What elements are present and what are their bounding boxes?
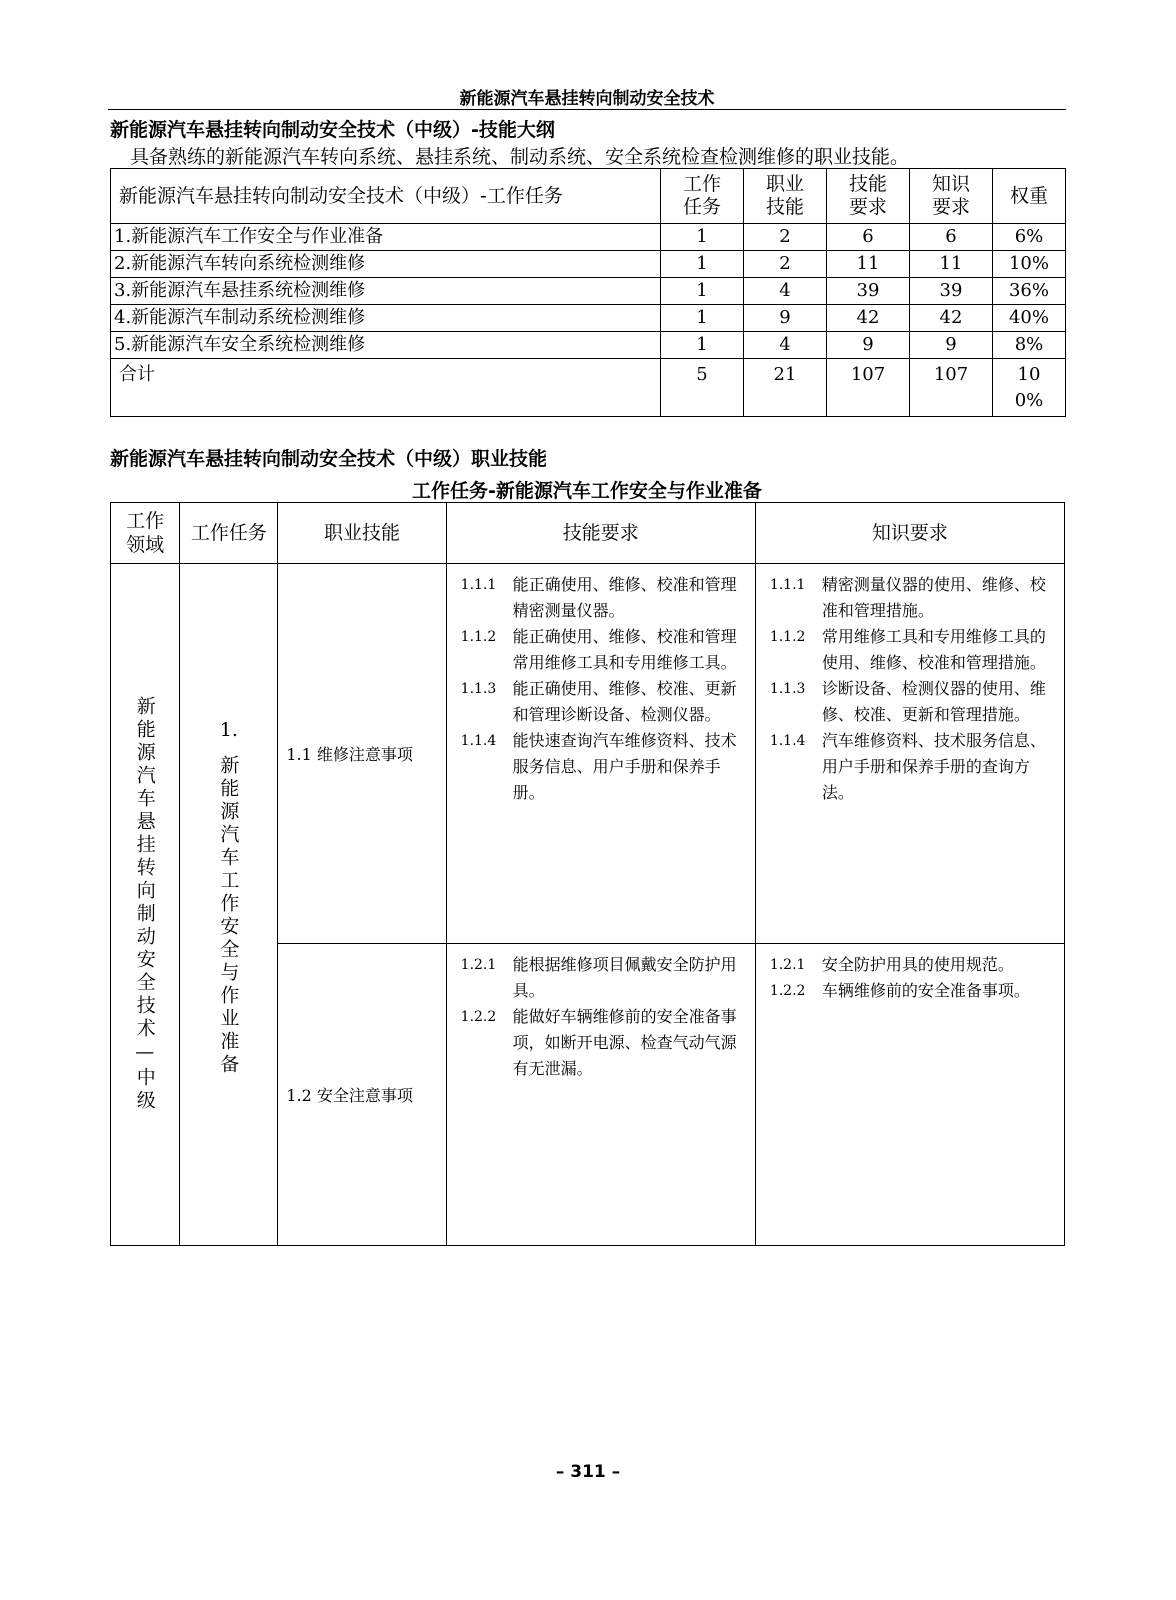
req-number: 1.1.4 bbox=[460, 733, 497, 749]
total-cell: 5 bbox=[661, 359, 744, 417]
req-text: 精密测量仪器的使用、维修、校准和管理措施。 bbox=[821, 575, 1046, 620]
summary-cell: 8% bbox=[993, 332, 1066, 359]
summary-cell: 1 bbox=[661, 224, 744, 251]
header-knowledge-reqs: 知识要求 bbox=[755, 503, 1064, 564]
knowledge-req-item bbox=[770, 728, 1056, 806]
summary-cell: 9 bbox=[910, 332, 993, 359]
req-text: 诊断设备、检测仪器的使用、维修、校准、更新和管理措施。 bbox=[821, 679, 1046, 724]
total-cell: 21 bbox=[744, 359, 827, 417]
req-text: 能做好车辆维修前的安全准备事项，如断开电源、检查气动气源有无泄漏。 bbox=[512, 1007, 737, 1078]
summary-cell: 40% bbox=[993, 305, 1066, 332]
header-task: 工作任务 bbox=[180, 503, 278, 564]
running-header: 新能源汽车悬挂转向制动安全技术 bbox=[459, 89, 715, 109]
req-number: 1.1.2 bbox=[460, 629, 497, 645]
header-domain: 工作领域 bbox=[111, 503, 180, 564]
summary-header-row bbox=[111, 169, 1066, 224]
summary-cell: 42 bbox=[910, 305, 993, 332]
req-number: 1.2.1 bbox=[460, 957, 497, 973]
req-text: 汽车维修资料、技术服务信息、用户手册和保养手册的查询方法。 bbox=[821, 731, 1046, 802]
summary-cell: 6% bbox=[993, 224, 1066, 251]
summary-row bbox=[111, 251, 1066, 278]
req-text: 能正确使用、维修、校准和管理常用维修工具和专用维修工具。 bbox=[512, 627, 737, 672]
knowledge-req-item bbox=[770, 952, 1056, 978]
outline-intro: 具备熟练的新能源汽车转向系统、悬挂系统、制动系统、安全系统检查检测维修的职业技能。 bbox=[130, 146, 910, 168]
task-text: 新能源汽车工作安全与作业准备 bbox=[217, 754, 240, 1077]
summary-cell: 1 bbox=[661, 251, 744, 278]
summary-cell: 6 bbox=[910, 224, 993, 251]
summary-row bbox=[111, 332, 1066, 359]
skill-reqs-cell bbox=[446, 944, 755, 1246]
summary-cell: 11 bbox=[910, 251, 993, 278]
skill-table bbox=[110, 502, 1065, 1246]
skill-req-item bbox=[461, 572, 747, 624]
skill-reqs-cell bbox=[446, 564, 755, 944]
summary-cell: 39 bbox=[827, 278, 910, 305]
summary-cell: 11 bbox=[827, 251, 910, 278]
skill-req-item bbox=[461, 952, 747, 1004]
req-text: 安全防护用具的使用规范。 bbox=[821, 955, 1014, 974]
summary-cell: 10% bbox=[993, 251, 1066, 278]
skill-header-row bbox=[111, 503, 1065, 564]
skills-subtitle: 工作任务-新能源汽车工作安全与作业准备 bbox=[412, 480, 762, 502]
summary-task-name: 5.新能源汽车安全系统检测维修 bbox=[111, 332, 661, 359]
req-number: 1.2.2 bbox=[460, 1009, 497, 1025]
req-text: 能正确使用、维修、校准、更新和管理诊断设备、检测仪器。 bbox=[512, 679, 737, 724]
req-number: 1.1.1 bbox=[769, 577, 806, 593]
summary-row bbox=[111, 305, 1066, 332]
req-number: 1.1.3 bbox=[460, 681, 497, 697]
skill-name: 1.1 维修注意事项 bbox=[278, 564, 446, 944]
skill-req-item bbox=[461, 728, 747, 806]
req-number: 1.1.3 bbox=[769, 681, 806, 697]
req-number: 1.1.1 bbox=[460, 577, 497, 593]
summary-header-work-tasks: 工作任务 bbox=[661, 169, 744, 224]
domain-cell bbox=[111, 564, 180, 1246]
req-text: 能正确使用、维修、校准和管理精密测量仪器。 bbox=[512, 575, 737, 620]
req-number: 1.2.1 bbox=[769, 957, 806, 973]
req-text: 能快速查询汽车维修资料、技术服务信息、用户手册和保养手册。 bbox=[512, 731, 737, 802]
summary-task-name: 1.新能源汽车工作安全与作业准备 bbox=[111, 224, 661, 251]
summary-cell: 1 bbox=[661, 278, 744, 305]
skill-req-item bbox=[461, 624, 747, 676]
header-skill: 职业技能 bbox=[278, 503, 446, 564]
req-number: 1.1.4 bbox=[769, 733, 806, 749]
summary-cell: 42 bbox=[827, 305, 910, 332]
summary-cell: 2 bbox=[744, 251, 827, 278]
summary-header-skill-reqs: 技能要求 bbox=[827, 169, 910, 224]
skills-section-title: 新能源汽车悬挂转向制动安全技术（中级）职业技能 bbox=[110, 448, 548, 470]
header-rule bbox=[108, 109, 1066, 110]
knowledge-reqs-cell bbox=[755, 944, 1064, 1246]
outline-title: 新能源汽车悬挂转向制动安全技术（中级）-技能大纲 bbox=[110, 119, 555, 141]
summary-header-skills: 职业技能 bbox=[744, 169, 827, 224]
summary-header-weight: 权重 bbox=[993, 169, 1066, 224]
summary-table bbox=[110, 168, 1066, 417]
summary-cell: 4 bbox=[744, 332, 827, 359]
knowledge-reqs-cell bbox=[755, 564, 1064, 944]
summary-cell: 39 bbox=[910, 278, 993, 305]
summary-cell: 1 bbox=[661, 332, 744, 359]
total-cell: 107 bbox=[910, 359, 993, 417]
req-number: 1.1.2 bbox=[769, 629, 806, 645]
skill-row bbox=[111, 564, 1065, 944]
summary-task-name: 3.新能源汽车悬挂系统检测维修 bbox=[111, 278, 661, 305]
total-cell: 100% bbox=[993, 359, 1066, 417]
summary-total-row bbox=[111, 359, 1066, 417]
task-cell bbox=[180, 564, 278, 1246]
req-number: 1.2.2 bbox=[769, 983, 806, 999]
summary-task-name: 2.新能源汽车转向系统检测维修 bbox=[111, 251, 661, 278]
summary-cell: 4 bbox=[744, 278, 827, 305]
task-number: 1. bbox=[219, 718, 238, 741]
req-text: 车辆维修前的安全准备事项。 bbox=[821, 981, 1030, 1000]
knowledge-req-item bbox=[770, 978, 1056, 1004]
summary-header-knowledge-reqs: 知识要求 bbox=[910, 169, 993, 224]
domain-text: 新能源汽车悬挂转向制动安全技术—中级 bbox=[133, 696, 156, 1113]
summary-row bbox=[111, 278, 1066, 305]
req-text: 能根据维修项目佩戴安全防护用具。 bbox=[512, 955, 737, 1000]
skill-req-item bbox=[461, 676, 747, 728]
req-text: 常用维修工具和专用维修工具的使用、维修、校准和管理措施。 bbox=[821, 627, 1046, 672]
summary-row bbox=[111, 224, 1066, 251]
knowledge-req-item bbox=[770, 624, 1056, 676]
skill-req-item bbox=[461, 1004, 747, 1082]
summary-cell: 2 bbox=[744, 224, 827, 251]
total-label: 合计 bbox=[111, 359, 661, 417]
page-number: – 311 – bbox=[555, 1462, 621, 1482]
knowledge-req-item bbox=[770, 572, 1056, 624]
summary-cell: 9 bbox=[827, 332, 910, 359]
total-cell: 107 bbox=[827, 359, 910, 417]
knowledge-req-item bbox=[770, 676, 1056, 728]
summary-task-name: 4.新能源汽车制动系统检测维修 bbox=[111, 305, 661, 332]
summary-cell: 9 bbox=[744, 305, 827, 332]
summary-header-task: 新能源汽车悬挂转向制动安全技术（中级）-工作任务 bbox=[111, 169, 661, 224]
summary-cell: 36% bbox=[993, 278, 1066, 305]
skill-name: 1.2 安全注意事项 bbox=[278, 944, 446, 1246]
summary-cell: 6 bbox=[827, 224, 910, 251]
header-skill-reqs: 技能要求 bbox=[446, 503, 755, 564]
summary-cell: 1 bbox=[661, 305, 744, 332]
